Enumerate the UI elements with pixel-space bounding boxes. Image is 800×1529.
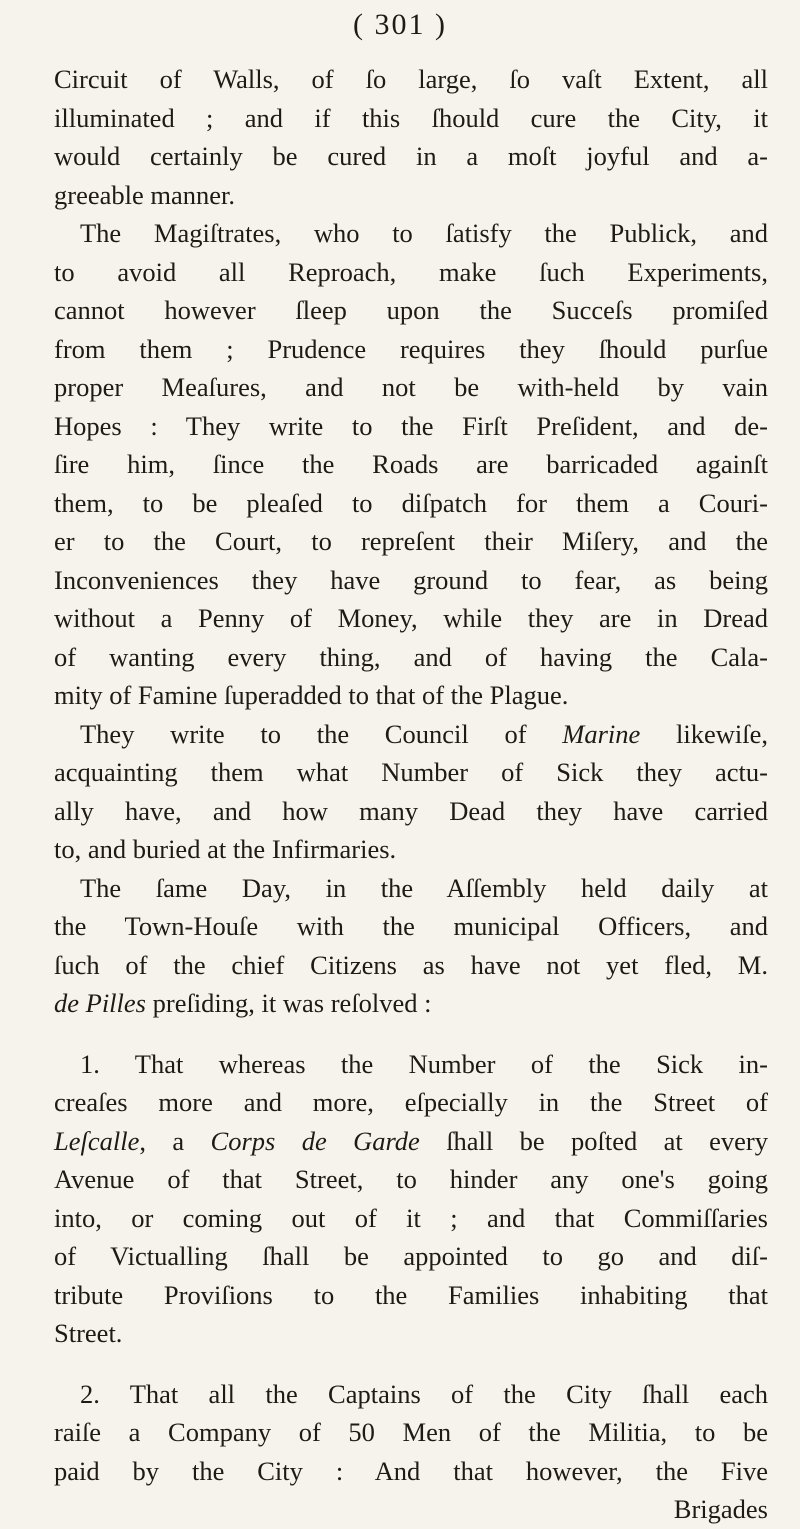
text-line: ſuch of the chief Citizens as have not yet fled, M. xyxy=(54,949,768,980)
text-run: They write to the Council of xyxy=(80,718,527,749)
text-run: ſhall be poſted at every xyxy=(446,1125,769,1156)
text-line: creaſes more and more, eſpecially in the Street of xyxy=(54,1087,768,1117)
text-line: mity of Famine ſuperadded to that of the Plague. xyxy=(54,680,569,710)
text-line: paid by the City : And that however, the Five xyxy=(54,1455,768,1486)
text-line: into, or coming out of it ; and that Commiſſaries xyxy=(54,1202,768,1233)
page-number: ( 301 ) xyxy=(353,8,447,41)
text-line xyxy=(54,984,768,1023)
text-line: the Town-Houſe with the municipal Officers, and xyxy=(54,911,768,941)
text-line: without a Penny of Money, while they are in Dread xyxy=(54,603,768,633)
text-line: to, and buried at the Infirmaries. xyxy=(54,834,397,864)
italic-run: Corps de Garde xyxy=(210,1125,420,1156)
text-run: , a xyxy=(139,1125,185,1156)
text-line: acquainting them what Number of Sick they actu- xyxy=(54,757,768,787)
text-line: Circuit of Walls, of ſo large, ſo vaſt Extent, all xyxy=(54,64,768,94)
resolution-item xyxy=(54,1045,768,1353)
text-line: would certainly be cured in a moſt joyful and a- xyxy=(54,141,768,171)
italic-run: Marine xyxy=(562,718,641,749)
italic-run: Leſcalle xyxy=(54,1125,140,1156)
text-line: greeable manner. xyxy=(54,179,235,210)
text-line: er to the Court, to repreſent their Miſery, and the xyxy=(54,526,768,556)
paragraph xyxy=(54,715,768,869)
italic-run: de Pilles xyxy=(54,988,146,1018)
catchword: Brigades xyxy=(673,1494,768,1524)
text-line: to avoid all Reproach, make ſuch Experiments, xyxy=(54,256,768,287)
text-line: of Victualling ſhall be appointed to go and diſ- xyxy=(54,1241,768,1271)
text-line: Inconveniences they have ground to fear, as being xyxy=(54,564,768,595)
text-line: Hopes : They write to the Firſt Preſident, and de- xyxy=(54,410,768,441)
text-line: raiſe a Company of 50 Men of the Militia, to be xyxy=(54,1417,768,1447)
text-line: ally have, and how many Dead they have carried xyxy=(54,795,768,826)
text-line: ſire him, ſince the Roads are barricaded againſt xyxy=(54,449,768,479)
paragraph xyxy=(54,60,768,214)
paragraph-gap xyxy=(54,1023,768,1045)
resolution-item xyxy=(54,1375,768,1529)
text-line: tribute Proviſions to the Families inhabiting that xyxy=(54,1279,768,1310)
text-line: them, to be pleaſed to diſpatch for them a Couri- xyxy=(54,487,768,518)
text-run: preſiding, it was reſolved : xyxy=(152,988,432,1018)
paragraph xyxy=(54,869,768,1023)
text-line: 2. That all the Captains of the City ſhall each xyxy=(80,1378,768,1409)
text-line: from them ; Prudence requires they ſhould purſue xyxy=(54,333,768,364)
text-line: The ſame Day, in the Aſſembly held daily at xyxy=(80,872,768,903)
text-line: proper Meaſures, and not be with-held by vain xyxy=(54,372,768,402)
text-line: Avenue of that Street, to hinder any one's going xyxy=(54,1164,768,1194)
text-line: of wanting every thing, and of having the Cala- xyxy=(54,641,768,672)
text-line: illuminated ; and if this ſhould cure the City, it xyxy=(54,102,768,133)
paragraph-gap xyxy=(54,1353,768,1375)
text-line xyxy=(54,715,768,754)
text-line: Street. xyxy=(54,1318,123,1348)
paragraph xyxy=(54,214,768,715)
body-text xyxy=(54,60,768,1529)
text-line xyxy=(54,1122,768,1161)
text-line: The Magiſtrates, who to ſatisfy the Publick, and xyxy=(80,218,768,248)
text-run: likewiſe, xyxy=(676,718,769,749)
text-line: cannot however ſleep upon the Succeſs promiſed xyxy=(54,295,768,325)
text-line: 1. That whereas the Number of the Sick in- xyxy=(80,1048,768,1079)
